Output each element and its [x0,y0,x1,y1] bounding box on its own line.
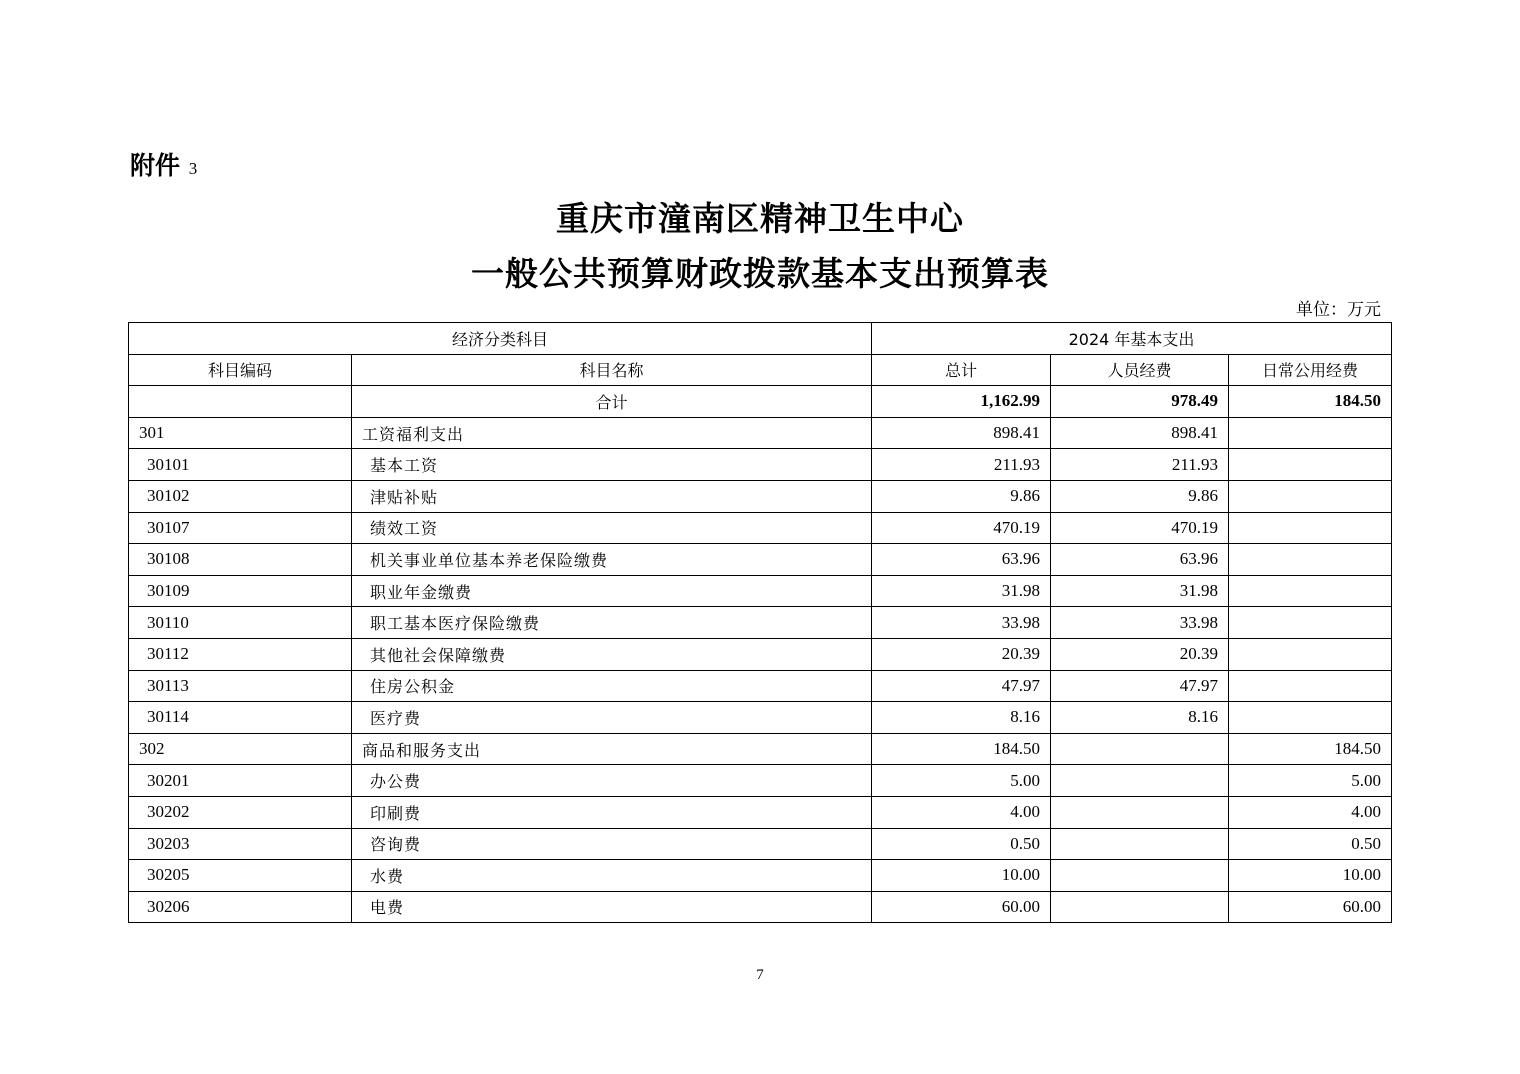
row-total: 31.98 [872,575,1051,607]
row-code: 30109 [129,575,352,607]
row-public: 184.50 [1229,733,1392,765]
table-row [129,733,1392,765]
total-row-public: 184.50 [1229,386,1392,418]
row-name: 住房公积金 [352,670,872,702]
row-personnel: 470.19 [1051,512,1229,544]
table-row [129,860,1392,892]
row-public [1229,670,1392,702]
row-name: 水费 [352,860,872,892]
row-name: 其他社会保障缴费 [352,638,872,670]
total-row [129,386,1392,418]
table-row [129,480,1392,512]
row-personnel [1051,860,1229,892]
row-name: 职业年金缴费 [352,575,872,607]
row-public [1229,449,1392,481]
total-row-total: 1,162.99 [872,386,1051,418]
row-code: 30110 [129,607,352,639]
row-personnel: 8.16 [1051,702,1229,734]
table-row [129,702,1392,734]
row-code: 301 [129,417,352,449]
row-public [1229,575,1392,607]
row-code: 30203 [129,828,352,860]
row-total: 4.00 [872,796,1051,828]
column-header-total: 总计 [872,354,1051,386]
row-total: 10.00 [872,860,1051,892]
table-row [129,449,1392,481]
column-header-public: 日常公用经费 [1229,354,1392,386]
table-group-header-row [129,323,1392,355]
row-code: 30107 [129,512,352,544]
row-name: 绩效工资 [352,512,872,544]
row-code: 30101 [129,449,352,481]
row-total: 0.50 [872,828,1051,860]
row-name: 商品和服务支出 [352,733,872,765]
row-code: 30102 [129,480,352,512]
row-personnel: 47.97 [1051,670,1229,702]
page-number: 7 [756,967,764,983]
row-total: 20.39 [872,638,1051,670]
row-name: 工资福利支出 [352,417,872,449]
table-row [129,891,1392,923]
total-row-personnel: 978.49 [1051,386,1229,418]
table-row [129,638,1392,670]
row-personnel [1051,828,1229,860]
row-public [1229,512,1392,544]
row-name: 机关事业单位基本养老保险缴费 [352,544,872,576]
row-total: 47.97 [872,670,1051,702]
row-personnel: 9.86 [1051,480,1229,512]
row-public [1229,702,1392,734]
row-public: 0.50 [1229,828,1392,860]
attachment-text: 附件 [130,151,181,180]
row-personnel: 211.93 [1051,449,1229,481]
table-row [129,607,1392,639]
row-total: 63.96 [872,544,1051,576]
row-personnel [1051,765,1229,797]
table-row [129,796,1392,828]
row-total: 211.93 [872,449,1051,481]
row-public: 10.00 [1229,860,1392,892]
row-personnel: 63.96 [1051,544,1229,576]
row-personnel: 898.41 [1051,417,1229,449]
total-row-label: 合计 [352,386,872,418]
row-total: 470.19 [872,512,1051,544]
document-title-line1: 重庆市潼南区精神卫生中心 [556,199,964,238]
row-public [1229,638,1392,670]
group-header-basic-expenditure: 2024 年基本支出 [872,323,1392,355]
row-name: 电费 [352,891,872,923]
table-row [129,670,1392,702]
row-total: 184.50 [872,733,1051,765]
row-personnel [1051,733,1229,765]
table-row [129,765,1392,797]
row-public [1229,607,1392,639]
row-total: 60.00 [872,891,1051,923]
row-total: 5.00 [872,765,1051,797]
row-public: 4.00 [1229,796,1392,828]
row-code: 30202 [129,796,352,828]
row-public: 60.00 [1229,891,1392,923]
row-code: 30206 [129,891,352,923]
column-header-personnel: 人员经费 [1051,354,1229,386]
row-name: 医疗费 [352,702,872,734]
row-code: 30205 [129,860,352,892]
attachment-label [130,146,197,182]
group-header-economic-category: 经济分类科目 [129,323,872,355]
row-code: 30108 [129,544,352,576]
table-row [129,544,1392,576]
attachment-number: 3 [188,159,198,178]
column-header-code: 科目编码 [129,354,352,386]
row-personnel: 20.39 [1051,638,1229,670]
row-code: 30114 [129,702,352,734]
row-personnel: 31.98 [1051,575,1229,607]
row-code: 30113 [129,670,352,702]
row-name: 咨询费 [352,828,872,860]
row-total: 9.86 [872,480,1051,512]
row-total: 33.98 [872,607,1051,639]
document-title-line2: 一般公共预算财政拨款基本支出预算表 [471,254,1049,293]
row-public [1229,480,1392,512]
row-code: 30201 [129,765,352,797]
row-public [1229,417,1392,449]
row-name: 基本工资 [352,449,872,481]
row-public [1229,544,1392,576]
table-row [129,512,1392,544]
row-personnel [1051,891,1229,923]
table-row [129,828,1392,860]
total-row-code [129,386,352,418]
row-personnel: 33.98 [1051,607,1229,639]
row-total: 898.41 [872,417,1051,449]
budget-table [128,322,1392,923]
row-personnel [1051,796,1229,828]
row-name: 津贴补贴 [352,480,872,512]
table-column-header-row [129,354,1392,386]
row-name: 办公费 [352,765,872,797]
row-total: 8.16 [872,702,1051,734]
column-header-name: 科目名称 [352,354,872,386]
row-name: 职工基本医疗保险缴费 [352,607,872,639]
unit-label: 单位：万元 [1296,300,1381,320]
row-code: 30112 [129,638,352,670]
row-name: 印刷费 [352,796,872,828]
table-row [129,575,1392,607]
table-row [129,417,1392,449]
row-code: 302 [129,733,352,765]
row-public: 5.00 [1229,765,1392,797]
